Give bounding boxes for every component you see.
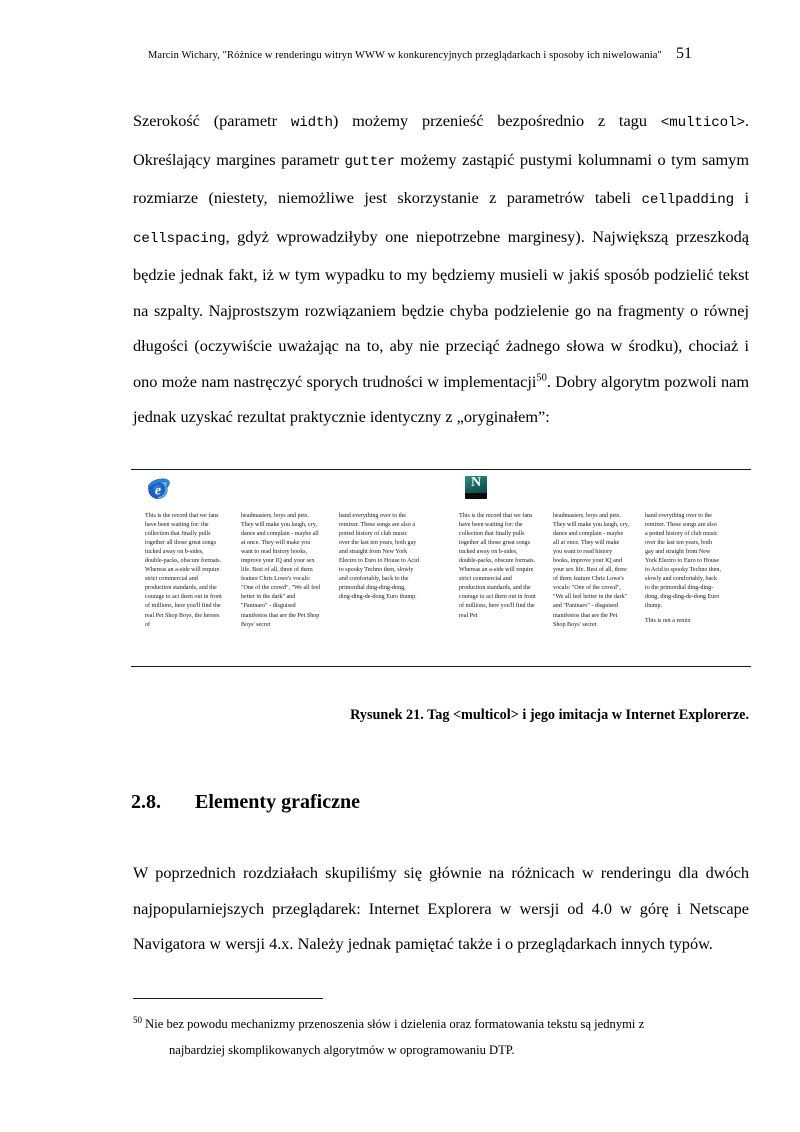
paragraph-one-text — [133, 103, 749, 435]
section-number: 2.8. — [131, 791, 161, 813]
svg-text:e: e — [154, 483, 162, 499]
netscape-icon-base — [465, 493, 487, 499]
internet-explorer-icon — [145, 476, 171, 500]
text-segment: , gdyż wprowadziłyby one niepotrzebne marginesy). Największą przeszkodą będzie jednak fakt, iż w tym wypadku to my będziemy musieli w jakiś sposób podzielić tekst na szpalty. Najprostszym rozwiązaniem będzie chyba podzielenie go na fragmenty o równej długości (oczywiście uważając na to, aby nie przeciąć żadnego słowa w środku), chociaż i ono może nam nastręczyć sporych trudności w implementacji — [133, 226, 749, 391]
paragraph-two-text: W poprzednich rozdziałach skupiliśmy się głównie na różnicach w renderingu dla dwóch najpopularniejszych przeglądarek: Internet Explorera w wersji od 4.0 w górę i Netscape Navigatora w wersji 4.x. Należy jednak pamiętać także i o przeglądarkach innych typów. — [133, 863, 749, 953]
text-segment: ) możemy przenieść bezpośrednio z tagu — [332, 111, 661, 130]
code-cellspacing: cellspacing — [133, 230, 226, 247]
code-gutter: gutter — [344, 153, 395, 170]
footnote-area — [133, 998, 749, 1063]
section-heading — [131, 791, 749, 814]
footnote-number: 50 — [133, 1014, 142, 1025]
ie-columns — [131, 512, 431, 662]
footnote-50 — [133, 1011, 749, 1063]
code-cellpadding: cellpadding — [641, 192, 735, 208]
netscape-icon-letter: N — [470, 476, 482, 491]
code-width: width — [290, 115, 333, 131]
ns-column-2 — [543, 512, 635, 662]
footnote-separator — [133, 998, 323, 999]
footnote-line-2: najbardziej skomplikowanych algorytmów w oprogramowaniu DTP. — [169, 1043, 515, 1057]
footnote-reference-50[interactable]: 50 — [536, 372, 547, 384]
text-segment: . Dobry algorytm pozwoli nam jednak uzyskać rezultat praktycznie identyczny z „oryginałem”: — [133, 371, 749, 426]
text-segment: możemy zastąpić pustymi kolumnami o tym samym rozmiarze (niestety, niemożliwe jest skorzystanie z parametrów tabeli — [133, 149, 749, 207]
internet-explorer-pane — [131, 476, 431, 662]
ie-column-2 — [229, 512, 327, 662]
ie-column-3 — [327, 512, 425, 662]
running-header — [148, 45, 752, 63]
text-segment: i — [734, 188, 749, 207]
section-title: Elementy graficzne — [195, 791, 360, 813]
paragraph-one — [133, 103, 749, 435]
paragraph-two — [133, 855, 749, 962]
ns-columns — [451, 512, 751, 662]
page-number: 51 — [675, 45, 692, 62]
ns-icon-row — [451, 476, 751, 512]
ie-column-3-text: hand everything over to the remixer. These songs are also a potted history of club music over the last ten years, both gay and straight from New York Electro to Euro to House to Acid to spooky Techno then, slowly and comfortably, back to the primordial ding-ding-dong, ding-ding-de-dong Euro thump. — [339, 513, 419, 601]
ie-column-2-text: headmasters, boys and pets. They will make you laugh, cry, dance and complain - maybe all at once. They will make you want to read history books, improve your IQ and your sex life. Best of all, three of them feature Chris Lowe's vocals: "One of the crowd", "We all feel better in the dark" and "Paninaro" - disguised manifestos that are the Pet Shop Boys' secret — [241, 513, 321, 628]
figure-21 — [131, 469, 751, 667]
ns-column-3 — [635, 512, 727, 662]
figure-caption: Rysunek 21. Tag <multicol> i jego imitacja w Internet Explorerze. — [350, 707, 749, 723]
ie-icon-row — [131, 476, 431, 512]
ns-column-3-text-cont: This is not a remix — [645, 617, 691, 624]
text-segment: . Określający margines parametr — [133, 111, 749, 169]
figure-bottom-rule — [131, 666, 751, 667]
footnote-line-1: Nie bez powodu mechanizmy przenoszenia słów i dzielenia oraz formatowania tekstu są jednymi z — [142, 1017, 645, 1031]
header-title: Marcin Wichary, "Różnice w renderingu witryn WWW w konkurencyjnych przeglądarkach i sposoby ich niwelowania" — [148, 50, 662, 61]
ns-column-1-text: This is the record that we fans have been waiting for: the collection that finally pulls together all those great songs tucked away on b-sides, double-packs, obscure formats. Whereas an a-side will require strict commercial and production standards, and the courage to act them out in front of millions, here you'll find the real Pet — [459, 513, 536, 619]
ns-column-1 — [451, 512, 543, 662]
figure-content — [131, 470, 751, 666]
ie-column-1 — [131, 512, 229, 662]
ie-column-1-text: This is the record that we fans have been waiting for: the collection that finally pulls together all those great songs tucked away on b-sides, double-packs, obscure formats. Whereas an a-side will require strict commercial and production standards, and the courage to act them out in front of millions, here you'll find the real Pet Shop Boys, the heroes of — [145, 513, 222, 628]
netscape-icon — [465, 476, 487, 499]
text-segment: Szerokość (parametr — [133, 111, 291, 130]
ns-column-3-text: hand everything over to the remixer. These songs are also a potted history of club music over the last ten years, both gay and straight from New York Electro to Euro to House to Acid to spooky Techno then, slowly and comfortably, back to the primordial ding-ding-dong, ding-ding-de-dong Euro thump. — [645, 513, 721, 610]
code-multicol: <multicol> — [660, 115, 745, 131]
netscape-pane — [451, 476, 751, 662]
ns-column-2-text: headmasters, boys and pets. They will make you laugh, cry, dance and complain - maybe all at once. They will make you want to read history books, improve your IQ and your sex life. Best of all, three of them feature Chris Lowe's vocals: "One of the crowd", "We all feel better in the dark" and "Paninaro" - disguised manifestos that are the Pet Shop Boys' secret — [553, 513, 629, 628]
